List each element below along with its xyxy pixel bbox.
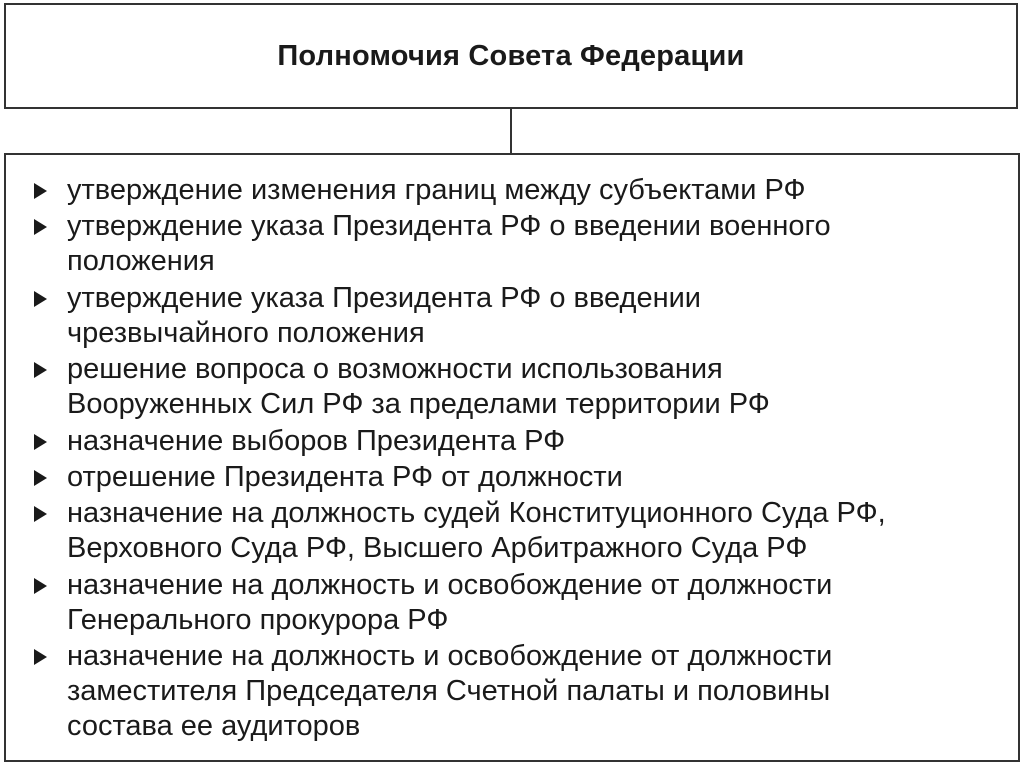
title-box [4, 3, 1018, 109]
diagram-title: Полномочия Совета Федерации [277, 39, 745, 72]
power-item [6, 639, 1018, 744]
item-line: положения [67, 245, 215, 278]
arrow-bullet-icon [34, 434, 47, 450]
item-line: чрезвычайного положения [67, 316, 425, 349]
power-item [6, 281, 1018, 351]
item-line: утверждение указа Президента РФ о введении [67, 281, 701, 314]
powers-list [6, 155, 1018, 744]
item-line: назначение на должность и освобождение от должности [67, 640, 833, 673]
power-item [6, 352, 1018, 422]
power-item [6, 173, 1018, 208]
item-line: Генерального прокурора РФ [67, 603, 449, 636]
power-item [6, 568, 1018, 638]
power-item [6, 460, 1018, 495]
arrow-bullet-icon [34, 506, 47, 522]
powers-box [4, 153, 1020, 762]
power-item [6, 209, 1018, 279]
item-line: Вооруженных Сил РФ за пределами территории РФ [67, 388, 770, 421]
power-item [6, 424, 1018, 459]
item-line: утверждение изменения границ между субъектами РФ [67, 174, 806, 206]
item-line: состава ее аудиторов [67, 710, 361, 743]
item-line: решение вопроса о возможности использования [67, 353, 723, 386]
power-item [6, 496, 1018, 566]
arrow-bullet-icon [34, 578, 47, 594]
item-line: назначение на должность и освобождение от должности [67, 568, 833, 601]
arrow-bullet-icon [34, 470, 47, 486]
item-line: заместителя Председателя Счетной палаты и половины [67, 675, 831, 708]
item-line: назначение выборов Президента РФ [67, 424, 566, 457]
arrow-bullet-icon [34, 219, 47, 235]
item-line: отрешение Президента РФ от должности [67, 460, 623, 493]
connector-line [510, 109, 512, 153]
item-line: утверждение указа Президента РФ о введении военного [67, 210, 831, 243]
item-line: Верховного Суда РФ, Высшего Арбитражного Суда РФ [67, 532, 808, 565]
arrow-bullet-icon [34, 291, 47, 307]
item-line: назначение на должность судей Конституционного Суда РФ, [67, 497, 886, 530]
arrow-bullet-icon [34, 183, 47, 199]
arrow-bullet-icon [34, 649, 47, 665]
arrow-bullet-icon [34, 362, 47, 378]
